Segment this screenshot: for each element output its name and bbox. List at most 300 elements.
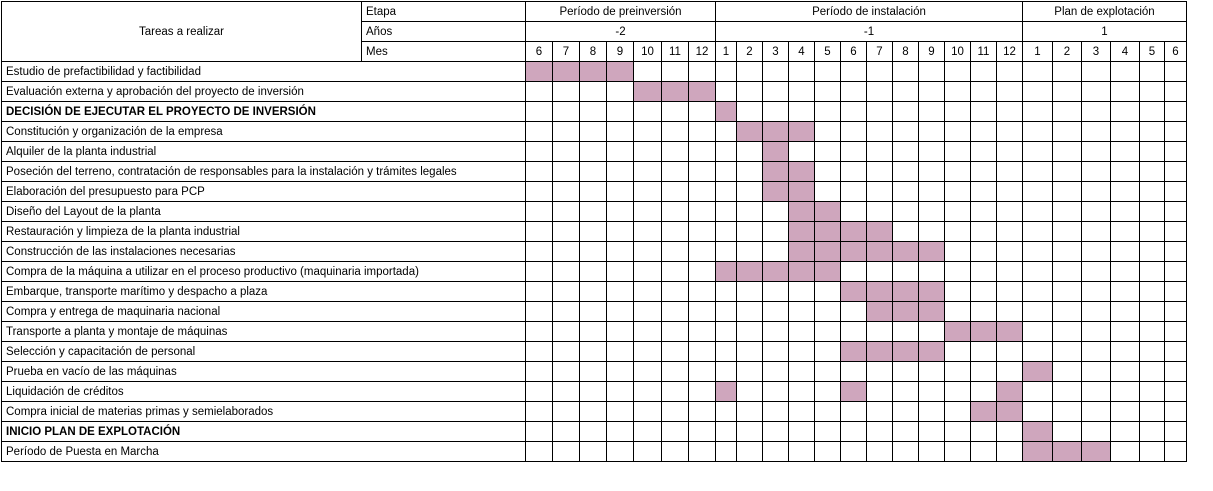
gantt-empty-cell bbox=[945, 422, 971, 442]
task-row bbox=[2, 322, 1187, 342]
gantt-empty-cell bbox=[580, 282, 607, 302]
task-label: Compra y entrega de maquinaria nacional bbox=[2, 302, 526, 322]
gantt-empty-cell bbox=[1023, 342, 1053, 362]
gantt-bar-cell bbox=[1023, 442, 1053, 462]
gantt-empty-cell bbox=[689, 182, 716, 202]
gantt-empty-cell bbox=[763, 82, 789, 102]
gantt-empty-cell bbox=[580, 142, 607, 162]
gantt-empty-cell bbox=[893, 102, 919, 122]
gantt-empty-cell bbox=[634, 282, 662, 302]
gantt-empty-cell bbox=[763, 202, 789, 222]
gantt-empty-cell bbox=[815, 302, 841, 322]
gantt-bar-cell bbox=[763, 142, 789, 162]
gantt-bar-cell bbox=[841, 342, 867, 362]
gantt-bar-cell bbox=[789, 162, 815, 182]
task-label: Período de Puesta en Marcha bbox=[2, 442, 526, 462]
task-row bbox=[2, 362, 1187, 382]
gantt-empty-cell bbox=[1111, 342, 1140, 362]
gantt-empty-cell bbox=[1140, 422, 1165, 442]
gantt-empty-cell bbox=[737, 282, 763, 302]
month-header: 12 bbox=[997, 42, 1023, 62]
gantt-empty-cell bbox=[1140, 282, 1165, 302]
gantt-bar-cell bbox=[634, 82, 662, 102]
gantt-empty-cell bbox=[716, 162, 737, 182]
gantt-empty-cell bbox=[662, 322, 689, 342]
gantt-empty-cell bbox=[737, 142, 763, 162]
gantt-empty-cell bbox=[634, 102, 662, 122]
gantt-empty-cell bbox=[1140, 402, 1165, 422]
gantt-empty-cell bbox=[553, 342, 580, 362]
gantt-empty-cell bbox=[997, 82, 1023, 102]
gantt-empty-cell bbox=[1023, 242, 1053, 262]
gantt-empty-cell bbox=[1140, 322, 1165, 342]
gantt-empty-cell bbox=[662, 182, 689, 202]
gantt-empty-cell bbox=[737, 222, 763, 242]
gantt-empty-cell bbox=[867, 142, 893, 162]
gantt-empty-cell bbox=[997, 182, 1023, 202]
gantt-empty-cell bbox=[1023, 122, 1053, 142]
gantt-bar-cell bbox=[815, 242, 841, 262]
gantt-bar-cell bbox=[763, 162, 789, 182]
gantt-empty-cell bbox=[1140, 302, 1165, 322]
gantt-empty-cell bbox=[841, 262, 867, 282]
gantt-empty-cell bbox=[997, 442, 1023, 462]
gantt-empty-cell bbox=[1053, 122, 1082, 142]
gantt-empty-cell bbox=[662, 442, 689, 462]
gantt-empty-cell bbox=[789, 362, 815, 382]
gantt-empty-cell bbox=[815, 122, 841, 142]
month-header: 11 bbox=[971, 42, 997, 62]
gantt-empty-cell bbox=[1111, 162, 1140, 182]
gantt-empty-cell bbox=[737, 362, 763, 382]
task-row bbox=[2, 122, 1187, 142]
gantt-empty-cell bbox=[945, 342, 971, 362]
gantt-empty-cell bbox=[737, 402, 763, 422]
gantt-empty-cell bbox=[553, 222, 580, 242]
task-label: Embarque, transporte marítimo y despacho a plaza bbox=[2, 282, 526, 302]
gantt-bar-cell bbox=[815, 202, 841, 222]
gantt-empty-cell bbox=[553, 122, 580, 142]
gantt-empty-cell bbox=[1082, 102, 1111, 122]
gantt-empty-cell bbox=[737, 422, 763, 442]
gantt-empty-cell bbox=[1053, 262, 1082, 282]
gantt-empty-cell bbox=[716, 422, 737, 442]
gantt-bar-cell bbox=[971, 322, 997, 342]
gantt-bar-cell bbox=[919, 282, 945, 302]
gantt-empty-cell bbox=[763, 342, 789, 362]
gantt-empty-cell bbox=[1082, 302, 1111, 322]
gantt-empty-cell bbox=[1165, 222, 1187, 242]
gantt-empty-cell bbox=[1140, 222, 1165, 242]
gantt-empty-cell bbox=[580, 362, 607, 382]
gantt-bar-cell bbox=[1053, 442, 1082, 462]
gantt-empty-cell bbox=[1140, 362, 1165, 382]
gantt-empty-cell bbox=[553, 102, 580, 122]
gantt-empty-cell bbox=[1165, 142, 1187, 162]
gantt-empty-cell bbox=[580, 222, 607, 242]
gantt-empty-cell bbox=[1082, 382, 1111, 402]
gantt-empty-cell bbox=[971, 282, 997, 302]
gantt-empty-cell bbox=[1023, 222, 1053, 242]
gantt-empty-cell bbox=[580, 102, 607, 122]
gantt-empty-cell bbox=[737, 102, 763, 122]
task-label: Estudio de prefactibilidad y factibilidad bbox=[2, 62, 526, 82]
gantt-empty-cell bbox=[867, 202, 893, 222]
gantt-empty-cell bbox=[1082, 322, 1111, 342]
gantt-empty-cell bbox=[919, 322, 945, 342]
task-row bbox=[2, 222, 1187, 242]
gantt-empty-cell bbox=[763, 242, 789, 262]
gantt-bar-cell bbox=[867, 222, 893, 242]
task-row bbox=[2, 282, 1187, 302]
month-header: 6 bbox=[526, 42, 553, 62]
gantt-empty-cell bbox=[553, 302, 580, 322]
gantt-empty-cell bbox=[1165, 322, 1187, 342]
gantt-empty-cell bbox=[553, 142, 580, 162]
gantt-empty-cell bbox=[919, 82, 945, 102]
task-label: Prueba en vacío de las máquinas bbox=[2, 362, 526, 382]
gantt-empty-cell bbox=[634, 422, 662, 442]
gantt-empty-cell bbox=[1165, 182, 1187, 202]
gantt-empty-cell bbox=[1082, 342, 1111, 362]
gantt-empty-cell bbox=[919, 102, 945, 122]
gantt-empty-cell bbox=[526, 382, 553, 402]
task-label: Poseción del terreno, contratación de responsables para la instalación y trámites legales bbox=[2, 162, 526, 182]
gantt-empty-cell bbox=[945, 262, 971, 282]
gantt-empty-cell bbox=[841, 362, 867, 382]
month-header: 3 bbox=[763, 42, 789, 62]
gantt-empty-cell bbox=[1140, 202, 1165, 222]
gantt-empty-cell bbox=[607, 242, 634, 262]
gantt-empty-cell bbox=[580, 382, 607, 402]
gantt-empty-cell bbox=[737, 242, 763, 262]
gantt-empty-cell bbox=[716, 342, 737, 362]
gantt-empty-cell bbox=[607, 442, 634, 462]
gantt-empty-cell bbox=[526, 222, 553, 242]
task-label: Alquiler de la planta industrial bbox=[2, 142, 526, 162]
gantt-empty-cell bbox=[1165, 162, 1187, 182]
gantt-empty-cell bbox=[580, 262, 607, 282]
gantt-empty-cell bbox=[763, 322, 789, 342]
gantt-bar-cell bbox=[789, 222, 815, 242]
gantt-empty-cell bbox=[607, 122, 634, 142]
gantt-empty-cell bbox=[1082, 222, 1111, 242]
gantt-empty-cell bbox=[607, 262, 634, 282]
gantt-bar-cell bbox=[867, 302, 893, 322]
gantt-empty-cell bbox=[580, 242, 607, 262]
gantt-empty-cell bbox=[634, 162, 662, 182]
gantt-empty-cell bbox=[553, 282, 580, 302]
gantt-empty-cell bbox=[634, 342, 662, 362]
gantt-empty-cell bbox=[971, 442, 997, 462]
gantt-empty-cell bbox=[815, 62, 841, 82]
gantt-bar-cell bbox=[893, 282, 919, 302]
gantt-empty-cell bbox=[893, 382, 919, 402]
gantt-empty-cell bbox=[689, 162, 716, 182]
gantt-empty-cell bbox=[1111, 142, 1140, 162]
gantt-empty-cell bbox=[789, 142, 815, 162]
task-label: INICIO PLAN DE EXPLOTACIÓN bbox=[2, 422, 526, 442]
gantt-empty-cell bbox=[716, 302, 737, 322]
gantt-bar-cell bbox=[971, 402, 997, 422]
gantt-empty-cell bbox=[1165, 442, 1187, 462]
gantt-empty-cell bbox=[789, 442, 815, 462]
gantt-empty-cell bbox=[945, 182, 971, 202]
month-header: 1 bbox=[716, 42, 737, 62]
gantt-empty-cell bbox=[737, 202, 763, 222]
gantt-empty-cell bbox=[1023, 182, 1053, 202]
gantt-bar-cell bbox=[893, 242, 919, 262]
gantt-empty-cell bbox=[945, 402, 971, 422]
gantt-bar-cell bbox=[763, 122, 789, 142]
mes-label: Mes bbox=[362, 42, 526, 62]
gantt-empty-cell bbox=[737, 442, 763, 462]
gantt-empty-cell bbox=[634, 62, 662, 82]
gantt-empty-cell bbox=[1053, 362, 1082, 382]
gantt-empty-cell bbox=[526, 82, 553, 102]
month-header: 10 bbox=[945, 42, 971, 62]
month-header: 12 bbox=[689, 42, 716, 62]
gantt-empty-cell bbox=[1165, 242, 1187, 262]
anios-label: Años bbox=[362, 22, 526, 42]
gantt-empty-cell bbox=[1165, 62, 1187, 82]
gantt-empty-cell bbox=[662, 242, 689, 262]
gantt-empty-cell bbox=[1111, 102, 1140, 122]
gantt-bar-cell bbox=[716, 382, 737, 402]
gantt-empty-cell bbox=[945, 442, 971, 462]
gantt-bar-cell bbox=[737, 262, 763, 282]
gantt-empty-cell bbox=[971, 82, 997, 102]
etapa-label: Etapa bbox=[362, 2, 526, 22]
gantt-empty-cell bbox=[607, 282, 634, 302]
gantt-empty-cell bbox=[553, 422, 580, 442]
gantt-empty-cell bbox=[971, 122, 997, 142]
gantt-empty-cell bbox=[526, 342, 553, 362]
gantt-bar-cell bbox=[553, 62, 580, 82]
gantt-empty-cell bbox=[607, 322, 634, 342]
gantt-empty-cell bbox=[1053, 82, 1082, 102]
gantt-empty-cell bbox=[1165, 382, 1187, 402]
gantt-empty-cell bbox=[1140, 442, 1165, 462]
gantt-empty-cell bbox=[526, 442, 553, 462]
gantt-empty-cell bbox=[553, 82, 580, 102]
gantt-empty-cell bbox=[997, 242, 1023, 262]
gantt-empty-cell bbox=[971, 102, 997, 122]
gantt-empty-cell bbox=[526, 242, 553, 262]
gantt-empty-cell bbox=[971, 62, 997, 82]
gantt-bar-cell bbox=[607, 62, 634, 82]
gantt-bar-cell bbox=[662, 82, 689, 102]
task-row bbox=[2, 242, 1187, 262]
gantt-empty-cell bbox=[841, 202, 867, 222]
gantt-empty-cell bbox=[945, 282, 971, 302]
gantt-empty-cell bbox=[662, 342, 689, 362]
month-header: 5 bbox=[1140, 42, 1165, 62]
gantt-empty-cell bbox=[689, 362, 716, 382]
gantt-empty-cell bbox=[1111, 182, 1140, 202]
gantt-empty-cell bbox=[1053, 282, 1082, 302]
gantt-empty-cell bbox=[945, 222, 971, 242]
gantt-empty-cell bbox=[841, 122, 867, 142]
gantt-empty-cell bbox=[919, 122, 945, 142]
gantt-empty-cell bbox=[1111, 362, 1140, 382]
month-header: 6 bbox=[841, 42, 867, 62]
gantt-empty-cell bbox=[841, 82, 867, 102]
gantt-empty-cell bbox=[893, 182, 919, 202]
gantt-empty-cell bbox=[580, 342, 607, 362]
gantt-empty-cell bbox=[607, 302, 634, 322]
task-label: Diseño del Layout de la planta bbox=[2, 202, 526, 222]
gantt-empty-cell bbox=[553, 262, 580, 282]
gantt-empty-cell bbox=[997, 302, 1023, 322]
gantt-bar-cell bbox=[893, 302, 919, 322]
gantt-empty-cell bbox=[971, 142, 997, 162]
gantt-empty-cell bbox=[580, 402, 607, 422]
gantt-empty-cell bbox=[815, 362, 841, 382]
gantt-empty-cell bbox=[945, 242, 971, 262]
gantt-empty-cell bbox=[1165, 102, 1187, 122]
gantt-empty-cell bbox=[1165, 422, 1187, 442]
gantt-empty-cell bbox=[1111, 322, 1140, 342]
gantt-bar-cell bbox=[716, 102, 737, 122]
gantt-empty-cell bbox=[841, 182, 867, 202]
month-header: 1 bbox=[1023, 42, 1053, 62]
gantt-bar-cell bbox=[815, 222, 841, 242]
gantt-empty-cell bbox=[1053, 402, 1082, 422]
gantt-empty-cell bbox=[634, 262, 662, 282]
month-header: 11 bbox=[662, 42, 689, 62]
gantt-bar-cell bbox=[789, 202, 815, 222]
gantt-empty-cell bbox=[1165, 302, 1187, 322]
gantt-empty-cell bbox=[1165, 202, 1187, 222]
gantt-empty-cell bbox=[971, 222, 997, 242]
gantt-empty-cell bbox=[867, 322, 893, 342]
gantt-empty-cell bbox=[893, 322, 919, 342]
gantt-empty-cell bbox=[841, 442, 867, 462]
task-label: Restauración y limpieza de la planta industrial bbox=[2, 222, 526, 242]
gantt-empty-cell bbox=[634, 122, 662, 142]
gantt-empty-cell bbox=[971, 182, 997, 202]
gantt-empty-cell bbox=[607, 142, 634, 162]
gantt-empty-cell bbox=[553, 162, 580, 182]
gantt-empty-cell bbox=[716, 282, 737, 302]
gantt-empty-cell bbox=[607, 202, 634, 222]
gantt-empty-cell bbox=[971, 422, 997, 442]
gantt-empty-cell bbox=[1082, 162, 1111, 182]
gantt-empty-cell bbox=[867, 402, 893, 422]
gantt-empty-cell bbox=[553, 382, 580, 402]
task-label: Transporte a planta y montaje de máquinas bbox=[2, 322, 526, 342]
month-header: 8 bbox=[893, 42, 919, 62]
gantt-empty-cell bbox=[763, 222, 789, 242]
gantt-empty-cell bbox=[580, 322, 607, 342]
gantt-bar-cell bbox=[919, 242, 945, 262]
gantt-empty-cell bbox=[1140, 142, 1165, 162]
gantt-empty-cell bbox=[526, 162, 553, 182]
task-label: Construcción de las instalaciones necesarias bbox=[2, 242, 526, 262]
gantt-empty-cell bbox=[945, 82, 971, 102]
gantt-empty-cell bbox=[867, 62, 893, 82]
gantt-empty-cell bbox=[1053, 142, 1082, 162]
gantt-empty-cell bbox=[1140, 242, 1165, 262]
gantt-empty-cell bbox=[1053, 102, 1082, 122]
gantt-empty-cell bbox=[1023, 62, 1053, 82]
task-row bbox=[2, 102, 1187, 122]
gantt-empty-cell bbox=[867, 162, 893, 182]
gantt-empty-cell bbox=[1023, 282, 1053, 302]
gantt-empty-cell bbox=[867, 102, 893, 122]
gantt-empty-cell bbox=[634, 182, 662, 202]
month-header: 7 bbox=[553, 42, 580, 62]
task-row bbox=[2, 342, 1187, 362]
gantt-empty-cell bbox=[789, 282, 815, 302]
gantt-empty-cell bbox=[815, 282, 841, 302]
gantt-empty-cell bbox=[634, 322, 662, 342]
gantt-empty-cell bbox=[1023, 262, 1053, 282]
gantt-bar-cell bbox=[919, 302, 945, 322]
gantt-empty-cell bbox=[1082, 202, 1111, 222]
gantt-empty-cell bbox=[945, 302, 971, 322]
gantt-bar-cell bbox=[867, 242, 893, 262]
gantt-empty-cell bbox=[789, 382, 815, 402]
gantt-empty-cell bbox=[1082, 262, 1111, 282]
gantt-empty-cell bbox=[553, 402, 580, 422]
gantt-empty-cell bbox=[815, 382, 841, 402]
gantt-empty-cell bbox=[526, 422, 553, 442]
gantt-bar-cell bbox=[1082, 442, 1111, 462]
task-label: Compra inicial de materias primas y semielaborados bbox=[2, 402, 526, 422]
gantt-bar-cell bbox=[867, 342, 893, 362]
gantt-empty-cell bbox=[634, 242, 662, 262]
gantt-empty-cell bbox=[971, 362, 997, 382]
gantt-empty-cell bbox=[689, 62, 716, 82]
gantt-empty-cell bbox=[607, 222, 634, 242]
gantt-empty-cell bbox=[893, 202, 919, 222]
gantt-empty-cell bbox=[867, 382, 893, 402]
gantt-empty-cell bbox=[893, 122, 919, 142]
gantt-empty-cell bbox=[662, 282, 689, 302]
gantt-empty-cell bbox=[689, 202, 716, 222]
gantt-empty-cell bbox=[997, 102, 1023, 122]
gantt-empty-cell bbox=[971, 302, 997, 322]
month-header: 6 bbox=[1165, 42, 1187, 62]
gantt-empty-cell bbox=[1023, 382, 1053, 402]
gantt-empty-cell bbox=[634, 382, 662, 402]
gantt-empty-cell bbox=[1082, 242, 1111, 262]
gantt-empty-cell bbox=[1023, 162, 1053, 182]
gantt-empty-cell bbox=[1140, 102, 1165, 122]
gantt-empty-cell bbox=[662, 162, 689, 182]
gantt-empty-cell bbox=[1140, 62, 1165, 82]
gantt-empty-cell bbox=[841, 402, 867, 422]
gantt-empty-cell bbox=[1023, 102, 1053, 122]
gantt-empty-cell bbox=[945, 102, 971, 122]
gantt-empty-cell bbox=[689, 102, 716, 122]
gantt-empty-cell bbox=[553, 442, 580, 462]
gantt-empty-cell bbox=[634, 142, 662, 162]
gantt-empty-cell bbox=[689, 242, 716, 262]
gantt-empty-cell bbox=[919, 182, 945, 202]
gantt-empty-cell bbox=[763, 382, 789, 402]
gantt-bar-cell bbox=[841, 382, 867, 402]
gantt-empty-cell bbox=[689, 282, 716, 302]
gantt-empty-cell bbox=[971, 202, 997, 222]
gantt-bar-cell bbox=[919, 342, 945, 362]
gantt-empty-cell bbox=[662, 422, 689, 442]
gantt-empty-cell bbox=[867, 422, 893, 442]
gantt-empty-cell bbox=[919, 382, 945, 402]
task-label: Selección y capacitación de personal bbox=[2, 342, 526, 362]
